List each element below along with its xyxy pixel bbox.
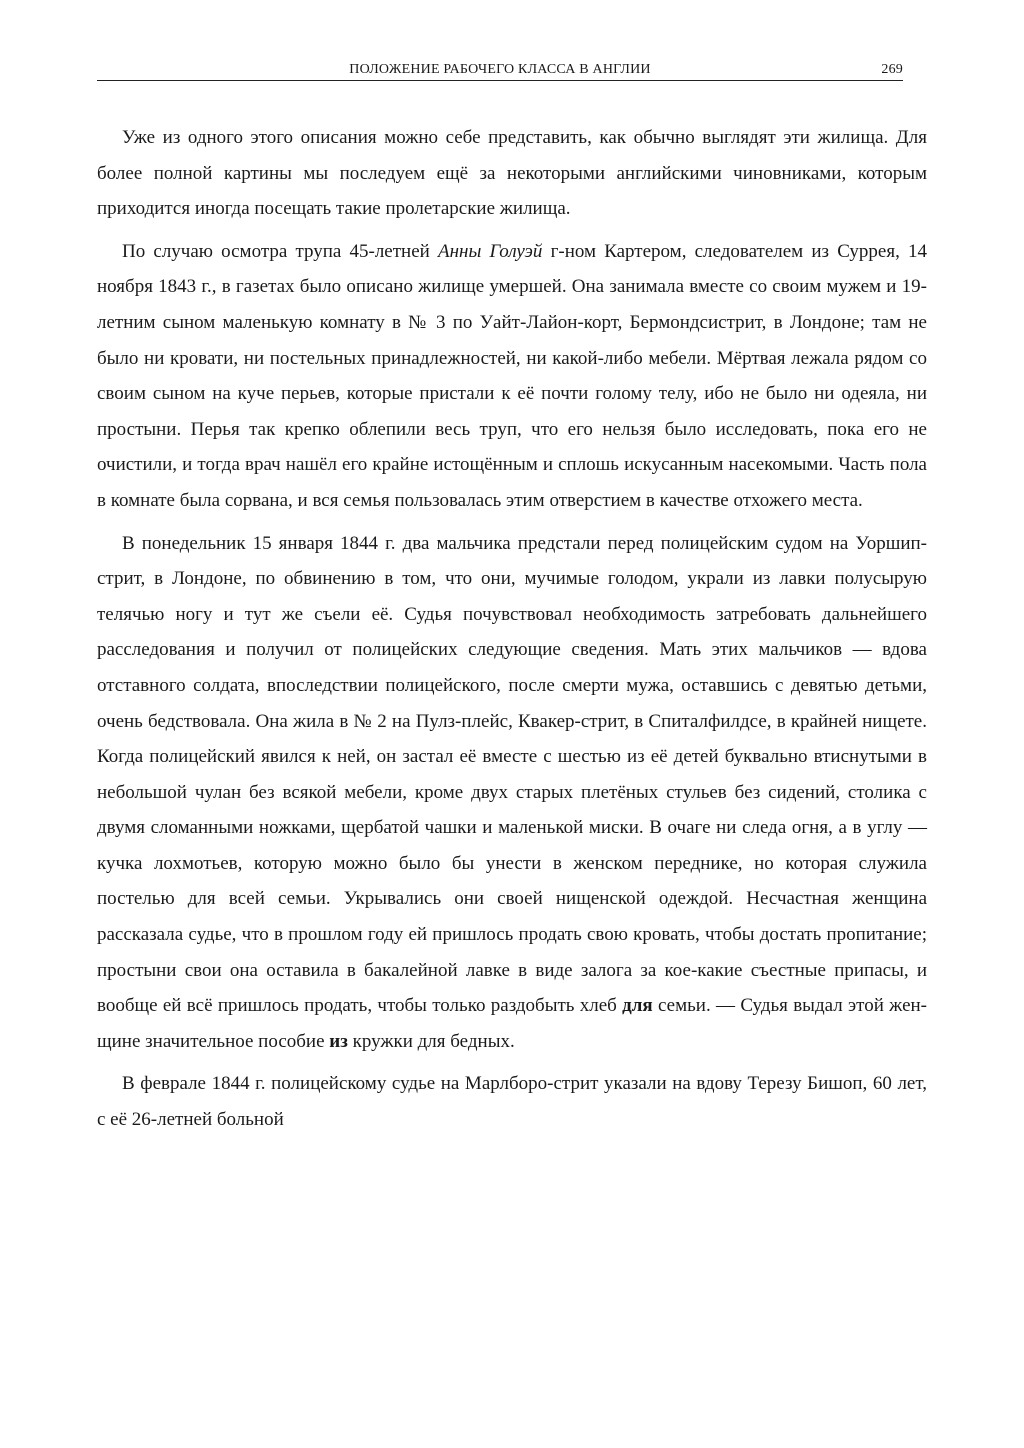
paragraph bbox=[97, 526, 927, 1060]
paragraph-text: кружки для бедных. bbox=[347, 1030, 515, 1052]
paragraph-text: Уже из одного этого описания можно себе представить, как обычно выглядят эти жилища. Для более полной картины мы последуем ещё за некоторыми английскими чиновниками, которым приходится иногда посещать такие пролетарские жилища. bbox=[97, 127, 927, 220]
page-number: 269 bbox=[881, 62, 903, 77]
body-text bbox=[97, 120, 927, 1145]
paragraph-text: семьи. — Судья выдал этой женщине значительное пособие bbox=[97, 995, 927, 1052]
paragraph-text: г-ном Картером, следователем из Суррея, 14 ноября 1843 г., в газетах было описано жилище умершей. Она занимала вместе со своим мужем и 19-летним сыном маленькую комнату в № 3 по Уайт-Лайон-корт, Бермондсистрит, в Лондоне; там не было ни кровати, ни постельных принадлежностей, ни какой-либо мебели. Мёртвая лежала рядом со своим сыном на куче перьев, которые пристали к её почти голому телу, ибо не было ни одеяла, ни простыни. Перья так крепко облепили весь труп, что его нельзя было исследовать, пока его не очистили, и тогда врач нашёл его крайне истощённым и сплошь искусанным насекомыми. Часть пола в комнате была сорвана, и вся семья пользовалась этим отверстием в качестве отхожего места. bbox=[97, 240, 927, 511]
paragraph-text: В феврале 1844 г. полицейскому судье на Марлборо-стрит указали на вдову Терезу Бишоп, 60 лет, с её 26-летней больной bbox=[97, 1073, 927, 1131]
paragraph-text: По случаю осмотра трупа 45-летней bbox=[122, 240, 438, 262]
italic-text: Анны Голуэй bbox=[437, 240, 543, 262]
paragraph bbox=[97, 120, 927, 227]
bold-text: для bbox=[622, 995, 653, 1017]
running-title: ПОЛОЖЕНИЕ РАБОЧЕГО КЛАССА В АНГЛИИ bbox=[349, 62, 651, 77]
bold-text: из bbox=[329, 1030, 348, 1052]
running-header bbox=[97, 60, 903, 81]
paragraph bbox=[97, 234, 927, 519]
paragraph bbox=[97, 1066, 927, 1137]
paragraph-text: В понедельник 15 января 1844 г. два мальчика предстали перед полицейским судом на Уоршип-стрит, в Лондоне, по обвинению в том, что они, мучимые голодом, украли из лавки полусырую телячью ногу и тут же съели её. Судья почувствовал необходимость затребовать дальнейшего расследования и получил от полицейских следующие сведения. Мать этих мальчиков — вдова отставного солдата, впоследствии полицейского, после смерти мужа, оставшись с девятью детьми, очень бедствовала. Она жила в № 2 на Пулз-плейс, Квакер-стрит, в Спиталфилдсе, в крайней нищете. Когда полицейский явился к ней, он застал её вместе с шестью из её детей буквально втиснутыми в небольшой чулан без всякой мебели, кроме двух старых плетёных стульев без сидений, столика с двумя сломанными ножками, щербатой чашки и маленькой миски. В очаге ни следа огня, а в углу — кучка лохмотьев, которую можно было бы унести в женском переднике, но которая служила постелью для всей семьи. Укрывались они своей нищенской одеждой. Несчастная женщина рассказала судье, что в прошлом году ей пришлось продать свою кровать, чтобы достать пропитание; простыни свои она оставила в бакалейной лавке в виде залога за кое-какие съестные припасы, и вообще ей всё пришлось продать, чтобы только раздобыть хлеб bbox=[97, 532, 927, 1017]
